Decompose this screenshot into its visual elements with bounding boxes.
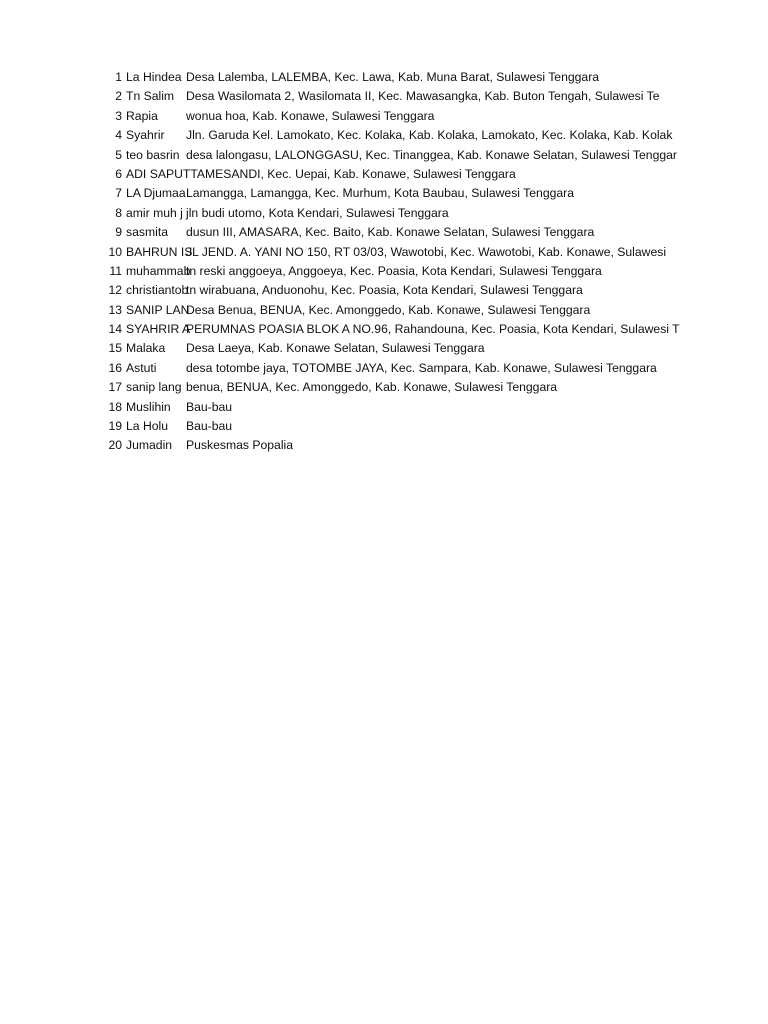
row-number: 14: [108, 322, 122, 337]
row-number: 11: [109, 263, 122, 278]
table-row: [0, 223, 768, 242]
address-cell: desa lalongasu, LALONGGASU, Kec. Tinanggea, Kab. Konawe Selatan, Sulawesi Tenggar: [186, 147, 677, 162]
address-cell: desa totombe jaya, TOTOMBE JAYA, Kec. Sampara, Kab. Konawe, Sulawesi Tenggara: [186, 360, 657, 375]
row-number: 6: [115, 166, 122, 181]
name-cell: SANIP LAN: [126, 302, 190, 317]
name-cell: sasmita: [126, 225, 168, 240]
name-cell: teo basrin: [126, 147, 180, 162]
table-row: [0, 165, 768, 184]
table-row: [0, 107, 768, 126]
address-cell: Bau-bau: [186, 399, 233, 414]
address-cell: Desa Lalemba, LALEMBA, Kec. Lawa, Kab. Muna Barat, Sulawesi Tenggara: [186, 70, 600, 84]
table-row: [0, 243, 768, 262]
name-cell: sanip lang: [126, 380, 182, 395]
row-number: 7: [115, 186, 122, 201]
name-cell: Rapia: [126, 108, 158, 123]
row-number: 15: [108, 341, 122, 356]
name-cell: Malaka: [126, 341, 166, 356]
address-cell: PERUMNAS POASIA BLOK A NO.96, Rahandouna, Kec. Poasia, Kota Kendari, Sulawesi T: [186, 322, 680, 337]
name-cell: Muslihin: [126, 399, 171, 414]
table-row: [0, 339, 768, 358]
name-cell: Jumadin: [126, 438, 173, 453]
address-cell: wonua hoa, Kab. Konawe, Sulawesi Tenggara: [186, 108, 435, 123]
row-number: 13: [108, 302, 122, 317]
name-cell: SYAHRIR A: [126, 322, 191, 337]
row-number: 16: [108, 360, 122, 375]
address-cell: Desa Laeya, Kab. Konawe Selatan, Sulawesi Tenggara: [186, 341, 485, 356]
table-row: [0, 320, 768, 339]
name-cell: La Holu: [126, 419, 169, 434]
row-number: 4: [115, 128, 122, 143]
name-cell: christiantob: [126, 283, 189, 298]
name-cell: La Hindea: [126, 70, 182, 84]
name-cell: Astuti: [126, 360, 157, 375]
table-row: [0, 146, 768, 165]
name-cell: LA Djumaa: [126, 186, 186, 201]
table-row: [0, 398, 768, 417]
table-row: [0, 87, 768, 106]
address-cell: Lamangga, Lamangga, Kec. Murhum, Kota Baubau, Sulawesi Tenggara: [186, 186, 574, 201]
row-number: 17: [108, 380, 122, 395]
address-cell: Desa Benua, BENUA, Kec. Amonggedo, Kab. Konawe, Sulawesi Tenggara: [186, 302, 591, 317]
address-cell: Desa Wasilomata 2, Wasilomata II, Kec. Mawasangka, Kab. Buton Tengah, Sulawesi Te: [186, 89, 660, 104]
spreadsheet-table: [0, 68, 768, 456]
table-row: [0, 68, 768, 87]
address-cell: JL JEND. A. YANI NO 150, RT 03/03, Wawotobi, Kec. Wawotobi, Kab. Konawe, Sulawesi: [186, 244, 667, 259]
table-row: [0, 359, 768, 378]
address-cell: Puskesmas Popalia: [186, 438, 294, 453]
row-number: 8: [115, 205, 122, 220]
row-number: 3: [115, 108, 122, 123]
name-cell: amir muh j: [126, 205, 183, 220]
table-row: [0, 204, 768, 223]
table-row: [0, 417, 768, 436]
name-cell: muhammab: [126, 263, 191, 278]
address-cell: tn wirabuana, Anduonohu, Kec. Poasia, Kota Kendari, Sulawesi Tenggara: [186, 283, 583, 298]
address-cell: Jln. Garuda Kel. Lamokato, Kec. Kolaka, Kab. Kolaka, Lamokato, Kec. Kolaka, Kab. Kolak: [186, 128, 673, 143]
row-number: 20: [108, 438, 122, 453]
row-number: 1: [115, 70, 122, 84]
row-number: 5: [115, 147, 122, 162]
name-cell: BAHRUN IS: [126, 244, 193, 259]
address-cell: jln budi utomo, Kota Kendari, Sulawesi Tenggara: [186, 205, 449, 220]
name-cell: Syahrir: [126, 128, 165, 143]
name-cell: Tn Salim: [126, 89, 175, 104]
row-number: 9: [115, 225, 122, 240]
table-row: [0, 301, 768, 320]
address-cell: dusun III, AMASARA, Kec. Baito, Kab. Konawe Selatan, Sulawesi Tenggara: [186, 225, 595, 240]
name-cell: ADI SAPUTTAMESANDI, Kec. Uepai, Kab. Konawe, Sulawesi Tenggara: [126, 166, 516, 181]
address-cell: Bau-bau: [186, 419, 233, 434]
table-row: [0, 262, 768, 281]
row-number: 2: [115, 89, 122, 104]
row-number: 10: [108, 244, 122, 259]
address-cell: benua, BENUA, Kec. Amonggedo, Kab. Konawe, Sulawesi Tenggara: [186, 380, 558, 395]
table-row: [0, 184, 768, 203]
row-number: 12: [108, 283, 122, 298]
table-row: [0, 126, 768, 145]
table-row: [0, 378, 768, 397]
row-number: 19: [108, 419, 122, 434]
address-cell: tn reski anggoeya, Anggoeya, Kec. Poasia, Kota Kendari, Sulawesi Tenggara: [186, 263, 602, 278]
table-row: [0, 436, 768, 455]
table-row: [0, 281, 768, 300]
row-number: 18: [108, 399, 122, 414]
